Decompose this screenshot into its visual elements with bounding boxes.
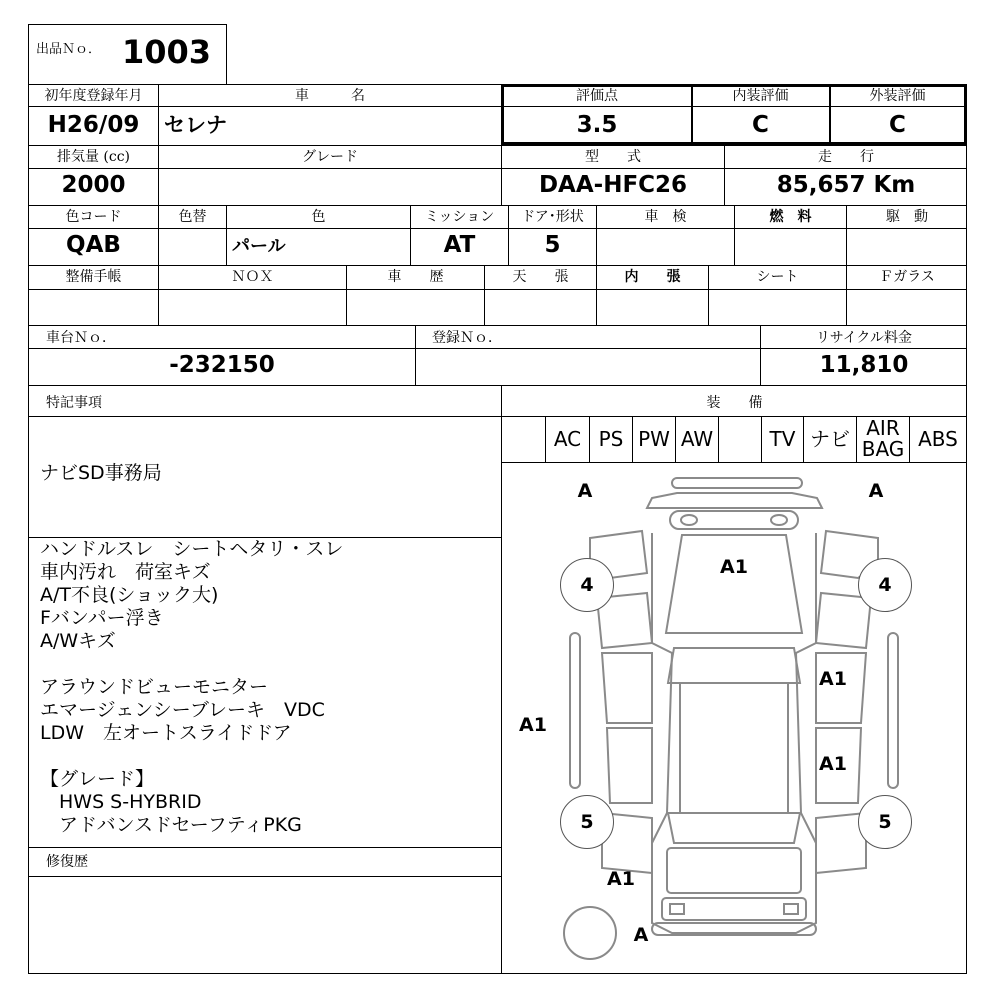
- tire-rear-right: 5: [858, 795, 912, 849]
- notes-top-line: ナビSD事務局: [40, 462, 162, 484]
- overall-score-value: 3.5: [576, 112, 618, 138]
- car-name-value: セレナ: [164, 113, 227, 137]
- nox-label: ＮＯＸ: [231, 269, 274, 285]
- recycle-label: リサイクル料金: [815, 330, 913, 346]
- notes-line: ハンドルスレ シートヘタリ・スレ: [40, 538, 344, 560]
- overall-score-label: 評価点: [576, 88, 618, 104]
- color-label: 色: [311, 209, 326, 225]
- model-type-label: 型 式: [585, 149, 641, 165]
- lot-label: 出品Ｎｏ．: [36, 42, 102, 57]
- first-registration-label: 初年度登録年月: [44, 88, 143, 104]
- notes-line: アドバンスドセーフティPKG: [40, 814, 302, 836]
- notes-line: HWS S-HYBRID: [40, 791, 202, 813]
- equipment-item-pw: PW: [638, 427, 670, 451]
- inspection-label: 車 検: [644, 209, 687, 225]
- repair-history-label: 修復歴: [46, 854, 88, 870]
- chassis-value: -232150: [169, 352, 275, 378]
- tire-front-right: 4: [858, 558, 912, 612]
- exterior-score-label: 外装評価: [869, 88, 926, 104]
- doors-label: ドア･形状: [521, 209, 584, 225]
- notes-line: LDW 左オートスライドドア: [40, 722, 292, 744]
- color-change-label: 色替: [178, 209, 207, 225]
- notes-label: 特記事項: [46, 395, 102, 411]
- equipment-item-ac: AC: [553, 427, 582, 451]
- displacement-value: 2000: [61, 172, 126, 198]
- color-value: パール: [232, 236, 286, 257]
- damage-rear-left: A1: [607, 868, 635, 890]
- notes-line: 車内汚れ 荷室キズ: [40, 561, 211, 583]
- notes-line: [40, 653, 495, 676]
- grade-label: グレード: [302, 149, 358, 165]
- equipment-item-tv: TV: [769, 427, 796, 451]
- lot-number: 1003: [122, 33, 212, 71]
- equipment-item-navi: ナビ: [810, 427, 850, 451]
- transmission-label: ミッション: [424, 209, 495, 225]
- first-registration-value: H26/09: [47, 112, 140, 138]
- notes-line: 【グレード】: [40, 768, 155, 790]
- registration-label: 登録Ｎｏ．: [432, 330, 502, 346]
- notes-line: A/T不良(ショック大): [40, 584, 219, 606]
- notes-line: Fバンパー浮き: [40, 607, 164, 629]
- car-name-label: 車 名: [295, 88, 365, 104]
- equipment-label: 装 備: [706, 395, 763, 411]
- drive-label: 駆 動: [886, 209, 928, 225]
- notes-line: アラウンドビューモニター: [40, 676, 269, 698]
- damage-right-front-door: A1: [819, 668, 847, 690]
- interior-score-value: C: [752, 112, 769, 138]
- seat-label: シート: [756, 269, 799, 285]
- damage-rear-bumper: A: [633, 924, 649, 946]
- damage-front-right: A: [868, 480, 884, 502]
- notes-line: エマージェンシーブレーキ VDC: [40, 699, 325, 721]
- equipment-item-ps: PS: [598, 427, 624, 451]
- equipment-item-bag: BAG: [861, 437, 905, 461]
- maintenance-label: 整備手帳: [65, 269, 122, 285]
- transmission-value: AT: [443, 232, 476, 258]
- fglass-label: Ｆガラス: [879, 269, 935, 285]
- recycle-value: 11,810: [819, 352, 909, 378]
- history-label: 車 歴: [387, 269, 444, 285]
- equipment-item-abs: ABS: [918, 427, 958, 451]
- color-code-value: QAB: [66, 232, 121, 258]
- equipment-item-aw: AW: [680, 427, 714, 451]
- notes-line: [40, 745, 495, 768]
- mileage-value: 85,657 Km: [776, 172, 916, 198]
- equipment-item-air: AIR: [866, 416, 900, 440]
- color-code-label: 色コード: [65, 209, 122, 225]
- damage-front-left: A: [577, 480, 593, 502]
- mileage-label: 走 行: [818, 149, 874, 165]
- interior-score-label: 内装評価: [732, 88, 789, 104]
- interior-trim-label: 内 張: [624, 269, 681, 285]
- damage-right-rear-door: A1: [819, 753, 847, 775]
- tire-rear-left: 5: [560, 795, 614, 849]
- roof-label: 天 張: [512, 269, 569, 285]
- model-type-value: DAA-HFC26: [538, 172, 688, 198]
- exterior-score-value: C: [889, 112, 906, 138]
- tire-front-left: 4: [560, 558, 614, 612]
- fuel-label: 燃 料: [769, 209, 812, 225]
- damage-left-side: A1: [519, 714, 547, 736]
- notes-line: A/Wキズ: [40, 630, 116, 652]
- chassis-label: 車台Ｎｏ．: [46, 330, 116, 346]
- damage-hood: A1: [720, 556, 748, 578]
- displacement-label: 排気量 (cc): [56, 149, 131, 165]
- notes-lines: [40, 538, 495, 837]
- car-diagram: [502, 463, 966, 973]
- doors-value: 5: [544, 232, 561, 258]
